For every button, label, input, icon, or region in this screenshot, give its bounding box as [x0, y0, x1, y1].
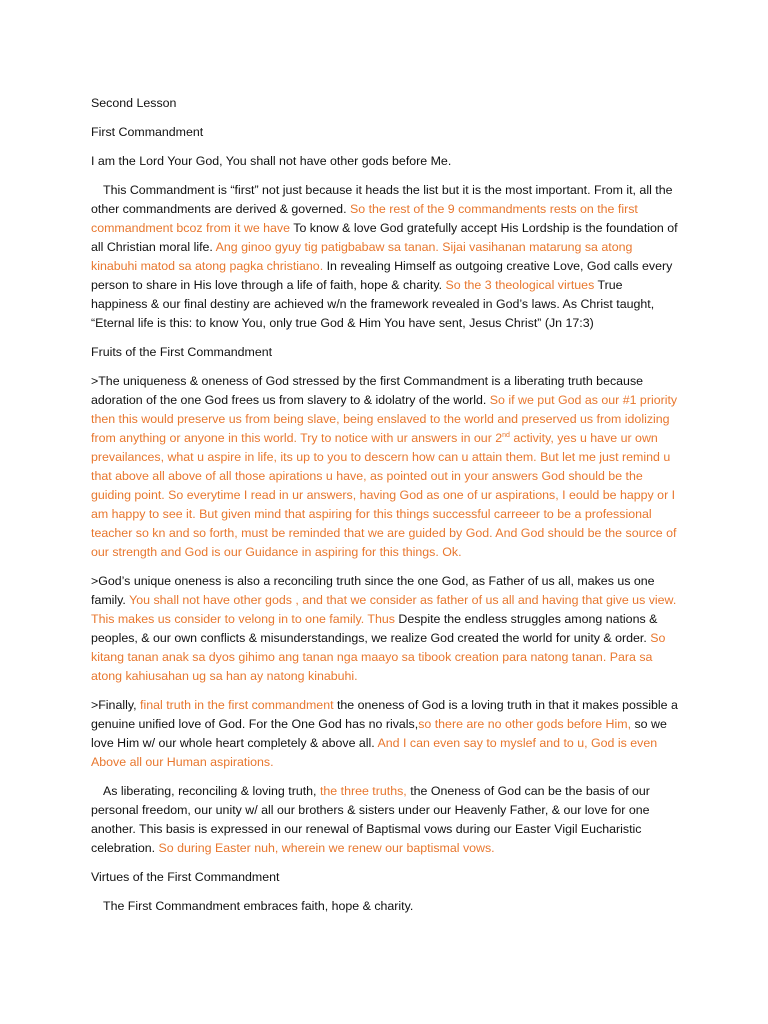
highlighted-comment: final truth in the first commandment: [140, 698, 334, 712]
body-text: To know & love God gratefully accept His Lordship is the foundation of all Christian moral life.: [91, 221, 678, 254]
body-text: As liberating, reconciling & loving truth,: [103, 784, 320, 798]
body-text: This Commandment is “first” not just because it heads the list but it is the most important. From it, all the other commandments are derived & governed.: [91, 183, 673, 216]
highlighted-comment: And I can even say to myslef and to u, God is even Above all our Human aspirations.: [91, 736, 658, 769]
body-text: >Finally,: [91, 698, 141, 712]
body-text: the oneness of God is a loving truth in that it makes possible a genuine unified love of God. For the One God has no rivals,: [91, 698, 678, 731]
fruit-liberating-paragraph: [91, 372, 681, 562]
document-page: [91, 94, 681, 916]
virtues-text: The First Commandment embraces faith, hope & charity.: [103, 899, 414, 913]
fruit-reconciling-paragraph: [91, 572, 681, 686]
lesson-heading: Second Lesson: [91, 96, 177, 110]
body-text: In revealing Himself as outgoing creative Love, God calls every person to share in His love through a life of faith, hope & charity.: [91, 259, 673, 292]
highlighted-comment: So the rest of the 9 commandments rests on the first commandment bcoz from it we have: [91, 202, 638, 235]
highlighted-comment: You shall not have other gods , and that we consider as father of us all and having that give us view. This makes us consider to velong in to one family. Thus: [91, 593, 677, 626]
highlighted-comment: the three truths,: [319, 784, 407, 798]
highlighted-comment: so there are no other gods before Him,: [418, 717, 635, 731]
highlighted-comment: So kitang tanan anak sa dyos gihimo ang tanan nga maayo sa tibook creation para natong tanan. Para sa atong kahiusahan ug sa han ay natong kinabuhi.: [91, 631, 666, 683]
fruits-heading: Fruits of the First Commandment: [91, 345, 273, 359]
body-text: so we love Him w/ our whole heart completely & above all.: [91, 717, 667, 750]
commandment-heading: First Commandment: [91, 125, 204, 139]
virtues-heading: Virtues of the First Commandment: [91, 870, 280, 884]
highlighted-comment: So during Easter nuh, wherein we renew our baptismal vows.: [158, 841, 495, 855]
intro-paragraph: [91, 181, 681, 333]
fruit-loving-paragraph: [91, 696, 681, 772]
commandment-statement: I am the Lord Your God, You shall not have other gods before Me.: [91, 154, 452, 168]
body-text: the Oneness of God can be the basis of our personal freedom, our unity w/ all our brothers & sisters under our Heavenly Father, & our love for one another. This basis is expressed in our renewal of Baptismal vows during our Easter Vigil Eucharistic celebration.: [91, 784, 650, 855]
body-text: >God’s unique oneness is also a reconciling truth since the one God, as Father of us all, makes us one family.: [91, 574, 655, 607]
ordinal-suffix: nd: [502, 431, 510, 439]
fruit1-text: >The uniqueness & oneness of God stressed by the first Commandment is a liberating truth because adoration of the one God frees us from slavery to & idolatry of the world.: [91, 374, 644, 407]
fruit1-comment: So if we put God as our #1 priority then this would preserve us from being slave, being enslaved to the world and preserved us from idolizing from anything or anyone in this world. Try to notice with ur answers in our 2nd activity, yes u have ur own prevailances, what u aspire in life, its up to you to descern how can u attain them. But let me just remind u that above all above of all those apirations u have, as pointed out in your answers God should be the guiding point. So everytime I read in ur answers, having God as one of ur aspirations, I eould be happy or I am happy to see it. But given mind that aspiring for this things successful carreeer to be a professional teacher so kn and so forth, must be reminded that we are guided by God. And God should be the source of our strength and God is our Guidance in aspiring for this things. Ok.: [91, 393, 678, 559]
summary-paragraph: [91, 782, 681, 858]
body-text: True happiness & our final destiny are achieved w/n the framework revealed in God’s laws. As Christ taught, “Eternal life is this: to know You, only true God & Him You have sent, Jesus Christ” (Jn 17:3): [91, 278, 655, 330]
body-text: Despite the endless struggles among nations & peoples, & our own conflicts & misunderstandings, we realize God created the world for unity & order.: [91, 612, 658, 645]
highlighted-comment: So the 3 theological virtues: [445, 278, 595, 292]
highlighted-comment: Ang ginoo gyuy tig patigbabaw sa tanan. Sijai vasihanan matarung sa atong kinabuhi matod sa atong pagka christiano.: [91, 240, 633, 273]
